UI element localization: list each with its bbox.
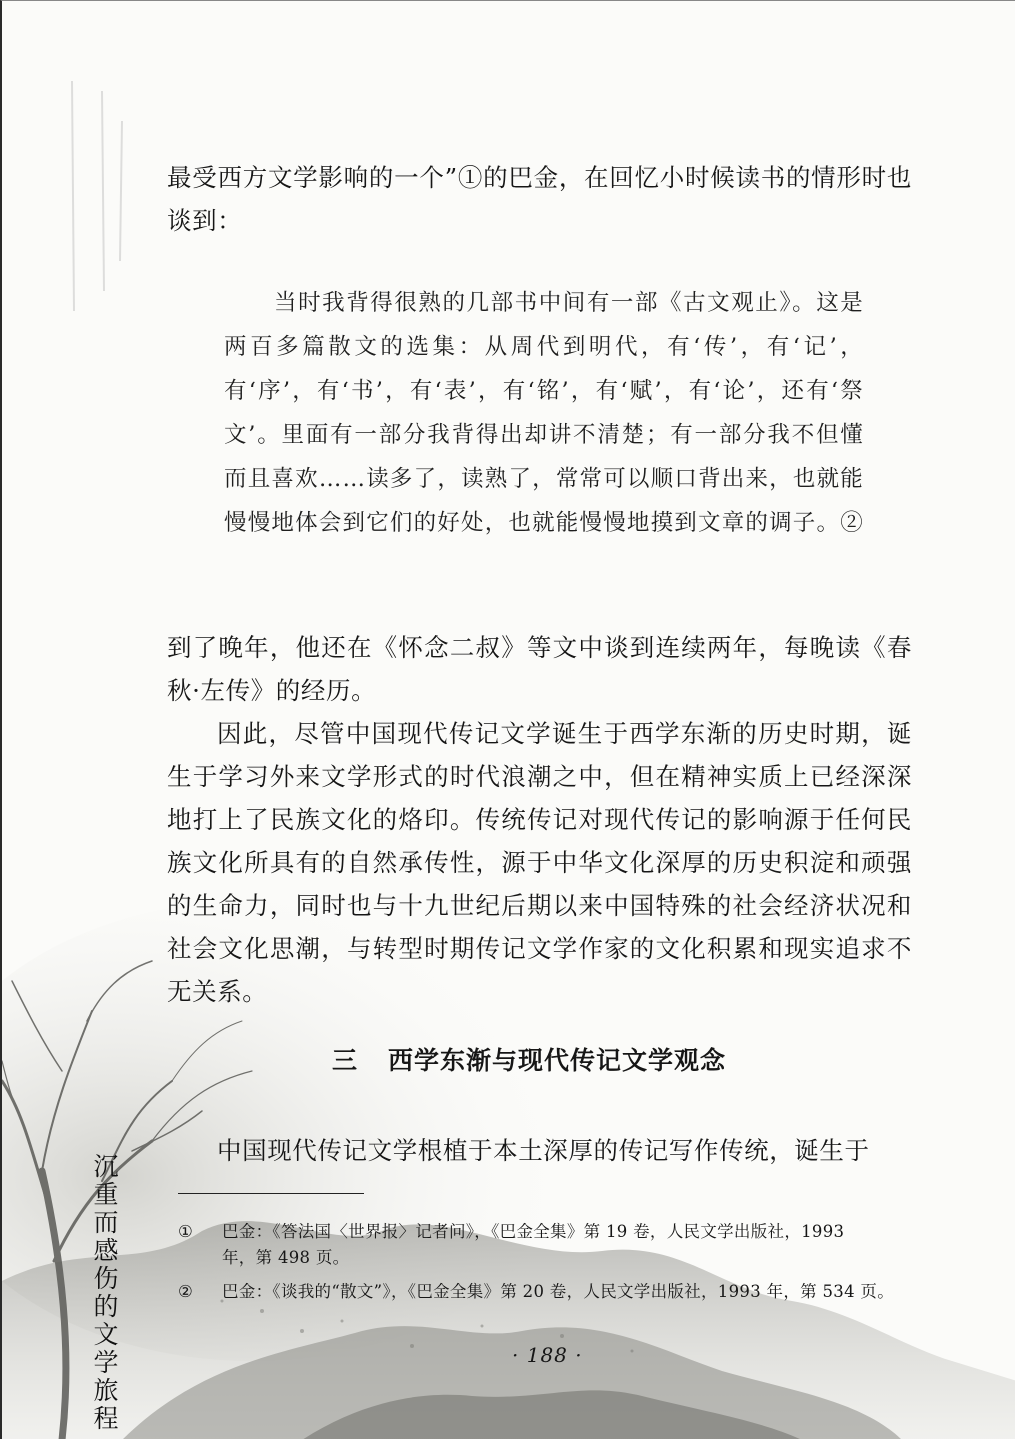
footnote-2-mark: ②	[178, 1282, 194, 1301]
footnote-2	[178, 1279, 918, 1305]
paragraph-opening: 最受西方文学影响的一个”①的巴金，在回忆小时候读书的情形时也谈到：	[167, 163, 912, 235]
footnote-1-line2: 年，第 498 页。	[222, 1248, 350, 1267]
page-number: · 188 ·	[512, 1343, 583, 1367]
footnote-divider	[178, 1193, 364, 1194]
book-title-vertical: 沉重而感伤的文学旅程	[93, 1152, 119, 1433]
top-left-faint-marks	[72, 81, 122, 311]
section-title: 西学东渐与现代传记文学观念	[388, 1046, 727, 1075]
footnote-1-line1: 巴金：《答法国〈世界报〉记者问》，《巴金全集》第 19 卷，人民文学出版社，1993	[222, 1222, 845, 1241]
section-number: 三	[332, 1046, 359, 1075]
paragraph-conclusion: 因此，尽管中国现代传记文学诞生于西学东渐的历史时期，诞生于学习外来文学形式的时代浪潮之中，但在精神实质上已经深深地打上了民族文化的烙印。传统传记对现代传记的影响源于任何民族文化所具有的自然承传性，源于中华文化深厚的历史积淀和顽强的生命力，同时也与十九世纪后期以来中国特殊的社会经济状况和社会文化思潮，与转型时期传记文学作家的文化积累和现实追求不无关系。	[167, 719, 912, 1006]
section-heading	[332, 1041, 726, 1077]
footnote-2-line1: 巴金：《谈我的“散文”》，《巴金全集》第 20 卷，人民文学出版社，1993 年，第 534 页。	[222, 1282, 895, 1301]
footnote-1-mark: ①	[178, 1222, 194, 1241]
footnote-1	[178, 1219, 918, 1271]
block-quote: 当时我背得很熟的几部书中间有一部《古文观止》。这是两百多篇散文的选集：从周代到明代，有‘传’，有‘记’，有‘序’，有‘书’，有‘表’，有‘铭’，有‘赋’，有‘论’，还有‘祭文’。里面有一部分我背得出却讲不清楚；有一部分我不但懂而且喜欢……读多了，读熟了，常常可以顺口背出来，也就能慢慢地体会到它们的好处，也就能慢慢地摸到文章的调子。②	[224, 290, 864, 536]
paragraph-section-start: 中国现代传记文学根植于本土深厚的传记写作传统，诞生于	[217, 1136, 870, 1165]
paragraph-late-years: 到了晚年，他还在《怀念二叔》等文中谈到连续两年，每晚读《春秋·左传》的经历。	[167, 633, 912, 705]
